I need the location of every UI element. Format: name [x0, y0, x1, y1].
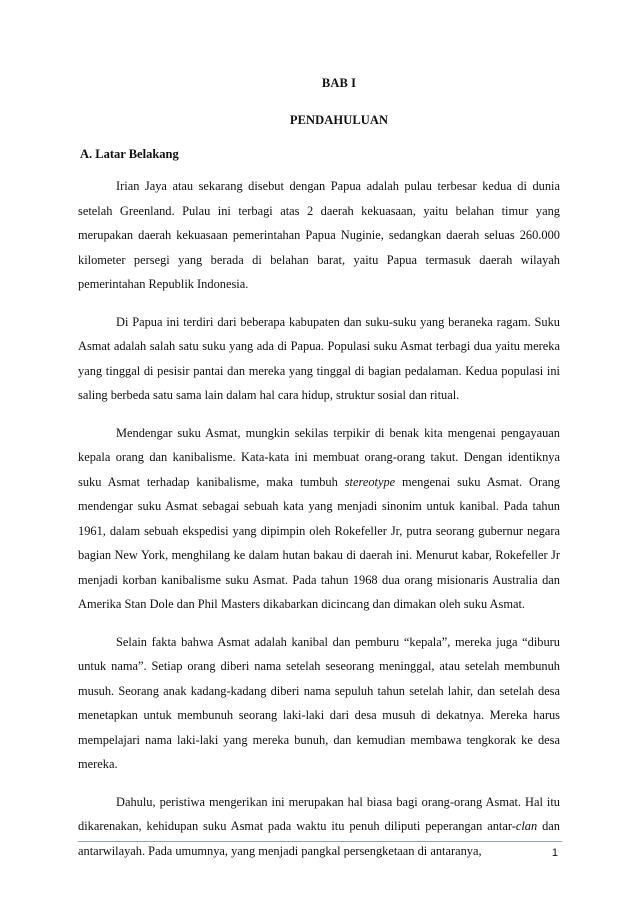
chapter-title: PENDAHULUAN [289, 113, 389, 127]
paragraph-5-part-b: dan antarwilayah. Pada umumnya, yang menjadi pangkal persengketaan di antaranya, [78, 819, 560, 858]
paragraph-5 [78, 790, 560, 864]
paragraph-5-part-a: Dahulu, peristiwa mengerikan ini merupakan hal biasa bagi orang-orang Asmat. Hal itu dikarenakan, kehidupan suku Asmat pada waktu itu penuh diliputi peperangan antar- [78, 794, 560, 833]
paragraph-3-emphasis: stereotype [344, 474, 396, 489]
section-heading: A. Latar Belakang [80, 147, 179, 161]
paragraph-4: Selain fakta bahwa Asmat adalah kanibal dan pemburu “kepala”, mereka juga “diburu untuk nama”. Setiap orang diberi nama setelah seseorang meninggal, atau setelah membunuh musuh. Seorang anak kadang-kadang diberi nama sepuluh tahun setelah lahir, dan setelah desa menetapkan untuk membunuh seorang laki-laki dari desa musuh di dekatnya. Mereka harus mempelajari nama laki-laki yang mereka bunuh, dan kemudian membawa tengkorak ke desa mereka. [78, 634, 560, 771]
chapter-number: BAB I [321, 76, 357, 90]
footer-divider [78, 841, 562, 842]
body-text [78, 174, 560, 876]
paragraph-3-part-b: mengenai suku Asmat. Orang mendengar suku Asmat sebagai sebuah kata yang menjadi sinonim untuk kanibal. Pada tahun 1961, dalam sebuah ekspedisi yang dipimpin oleh Rokefeller Jr, putra seorang gubernur negara bagian New York, menghilang ke dalam hutan bakau di daerah ini. Menurut kabar, Rokefeller Jr menjadi korban kanibalisme suku Asmat. Pada tahun 1968 dua orang misionaris Australia dan Amerika Stan Dole dan Phil Masters dikabarkan dicincang dan dimakan oleh suku Asmat. [78, 474, 560, 611]
paragraph-3-part-a: Mendengar suku Asmat, mungkin sekilas terpikir di benak kita mengenai pengayauan kepala orang dan kanibalisme. Kata-kata ini membuat orang-orang takut. Dengan identiknya suku Asmat terhadap kanibalisme, maka tumbuh [78, 425, 560, 489]
paragraph-2: Di Papua ini terdiri dari beberapa kabupaten dan suku-suku yang beraneka ragam. Suku Asmat adalah salah satu suku yang ada di Papua. Populasi suku Asmat terbagi dua yaitu mereka yang tinggal di pesisir pantai dan mereka yang tinggal di bagian pedalaman. Kedua populasi ini saling berbeda satu sama lain dalam hal cara hidup, struktur sosial dan ritual. [78, 314, 560, 402]
paragraph-5-emphasis: clan [515, 819, 538, 833]
paragraph-3 [78, 421, 560, 617]
paragraph-1: Irian Jaya atau sekarang disebut dengan Papua adalah pulau terbesar kedua di dunia setelah Greenland. Pulau ini terbagi atas 2 daerah kekuasaan, yaitu belahan timur yang merupakan daerah kekuasaan pemerintahan Papua Nuginie, sedangkan daerah seluas 260.000 kilometer persegi yang berada di belahan barat, yaitu Papua termasuk daerah wilayah pemerintahan Republik Indonesia. [78, 179, 560, 291]
page-number: 1 [551, 847, 558, 859]
